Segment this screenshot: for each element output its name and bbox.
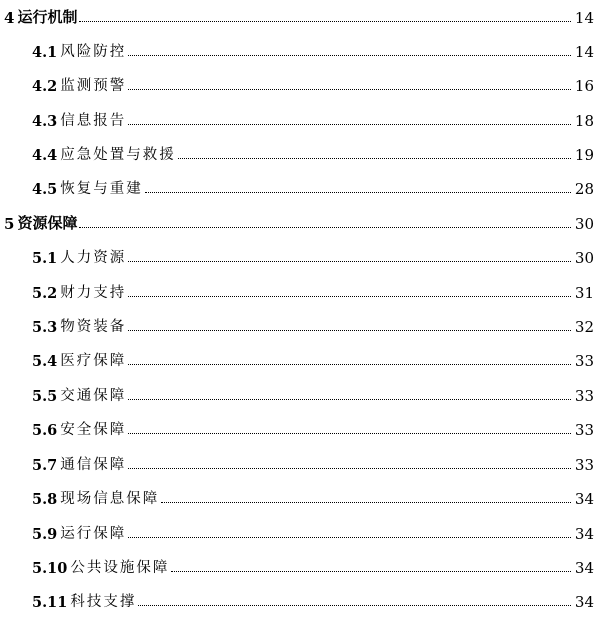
toc-number: 4.5 bbox=[32, 181, 58, 198]
toc-title: 公共设施保障 bbox=[70, 560, 170, 576]
toc-page-number: 18 bbox=[574, 112, 594, 130]
toc-title: 人力资源 bbox=[60, 250, 127, 266]
toc-title: 通信保障 bbox=[60, 457, 127, 473]
toc-title: 监测预警 bbox=[60, 78, 127, 94]
toc-title: 恢复与重建 bbox=[60, 181, 143, 197]
toc-number: 5.9 bbox=[32, 526, 58, 543]
toc-dot-leader bbox=[161, 502, 571, 503]
toc-page-number: 33 bbox=[574, 421, 594, 439]
toc-title: 应急处置与救援 bbox=[60, 147, 176, 163]
toc-page-number: 30 bbox=[574, 215, 594, 233]
toc-dot-leader bbox=[128, 399, 571, 400]
toc-page-number: 30 bbox=[574, 249, 594, 267]
toc-page-number: 33 bbox=[574, 352, 594, 370]
toc-page-number: 14 bbox=[574, 9, 594, 27]
toc-number: 5.2 bbox=[32, 285, 58, 302]
toc-title: 医疗保障 bbox=[60, 353, 127, 369]
toc-entry-4-4[interactable] bbox=[0, 140, 600, 164]
toc-number: 4.2 bbox=[32, 78, 58, 95]
toc-page-number: 34 bbox=[574, 559, 594, 577]
toc-page-number: 31 bbox=[574, 284, 594, 302]
toc-entry-5-10[interactable] bbox=[0, 553, 600, 577]
toc-entry-5-3[interactable] bbox=[0, 312, 600, 336]
toc-entry-5-8[interactable] bbox=[0, 484, 600, 508]
toc-page-number: 33 bbox=[574, 456, 594, 474]
toc-dot-leader bbox=[128, 55, 571, 56]
toc-entry-5-9[interactable] bbox=[0, 519, 600, 543]
toc-number: 5.6 bbox=[32, 422, 58, 439]
toc-page-number: 14 bbox=[574, 43, 594, 61]
toc-number: 5.8 bbox=[32, 491, 58, 508]
toc-number: 5.7 bbox=[32, 457, 58, 474]
toc-dot-leader bbox=[128, 330, 571, 331]
toc-entry-4-2[interactable] bbox=[0, 71, 600, 95]
toc-page-number: 33 bbox=[574, 387, 594, 405]
toc-dot-leader bbox=[79, 227, 570, 228]
toc-title: 资源保障 bbox=[17, 214, 78, 232]
toc-page-number: 34 bbox=[574, 490, 594, 508]
toc-dot-leader bbox=[128, 124, 571, 125]
toc-entry-section-5[interactable] bbox=[0, 209, 600, 233]
toc-entry-4-5[interactable] bbox=[0, 174, 600, 198]
toc-page-number: 34 bbox=[574, 525, 594, 543]
toc-title: 财力支持 bbox=[60, 285, 127, 301]
toc-dot-leader bbox=[128, 364, 571, 365]
toc-dot-leader bbox=[145, 192, 571, 193]
toc-number: 4 bbox=[4, 9, 15, 27]
toc-title: 运行保障 bbox=[60, 526, 127, 542]
toc-dot-leader bbox=[128, 433, 571, 434]
toc-entry-5-5[interactable] bbox=[0, 381, 600, 405]
toc-entry-5-4[interactable] bbox=[0, 346, 600, 370]
toc-dot-leader bbox=[128, 537, 571, 538]
toc-number: 5.3 bbox=[32, 319, 58, 336]
toc-title: 现场信息保障 bbox=[60, 491, 160, 507]
toc-number: 5.11 bbox=[32, 594, 68, 611]
toc-dot-leader bbox=[128, 296, 571, 297]
toc-title: 信息报告 bbox=[60, 113, 127, 129]
toc-dot-leader bbox=[171, 571, 571, 572]
toc-entry-4-3[interactable] bbox=[0, 106, 600, 130]
toc-page-number: 34 bbox=[574, 593, 594, 611]
toc-title: 物资装备 bbox=[60, 319, 127, 335]
toc-entry-5-7[interactable] bbox=[0, 450, 600, 474]
toc-entry-5-2[interactable] bbox=[0, 278, 600, 302]
toc-entry-5-6[interactable] bbox=[0, 415, 600, 439]
toc-entry-5-1[interactable] bbox=[0, 243, 600, 267]
toc-dot-leader bbox=[128, 89, 571, 90]
toc-page-number: 16 bbox=[574, 77, 594, 95]
toc-title: 风险防控 bbox=[60, 44, 127, 60]
toc-dot-leader bbox=[138, 605, 571, 606]
toc-dot-leader bbox=[128, 261, 571, 262]
toc-dot-leader bbox=[128, 468, 571, 469]
toc-page-number: 28 bbox=[574, 180, 594, 198]
toc-number: 4.4 bbox=[32, 147, 58, 164]
toc-dot-leader bbox=[178, 158, 571, 159]
toc-number: 5.1 bbox=[32, 250, 58, 267]
toc-title: 科技支撑 bbox=[70, 594, 137, 610]
toc-entry-5-11[interactable] bbox=[0, 587, 600, 611]
toc-number: 5 bbox=[4, 215, 15, 233]
toc-entry-section-4[interactable] bbox=[0, 3, 600, 27]
toc-number: 4.3 bbox=[32, 113, 58, 130]
toc-number: 5.10 bbox=[32, 560, 68, 577]
toc-dot-leader bbox=[79, 21, 570, 22]
toc-title: 运行机制 bbox=[17, 8, 78, 26]
toc-number: 4.1 bbox=[32, 44, 58, 61]
toc-number: 5.4 bbox=[32, 353, 58, 370]
toc-number: 5.5 bbox=[32, 388, 58, 405]
toc-page-number: 19 bbox=[574, 146, 594, 164]
toc-entry-4-1[interactable] bbox=[0, 37, 600, 61]
toc-title: 交通保障 bbox=[60, 388, 127, 404]
toc-page-number: 32 bbox=[574, 318, 594, 336]
toc-title: 安全保障 bbox=[60, 422, 127, 438]
